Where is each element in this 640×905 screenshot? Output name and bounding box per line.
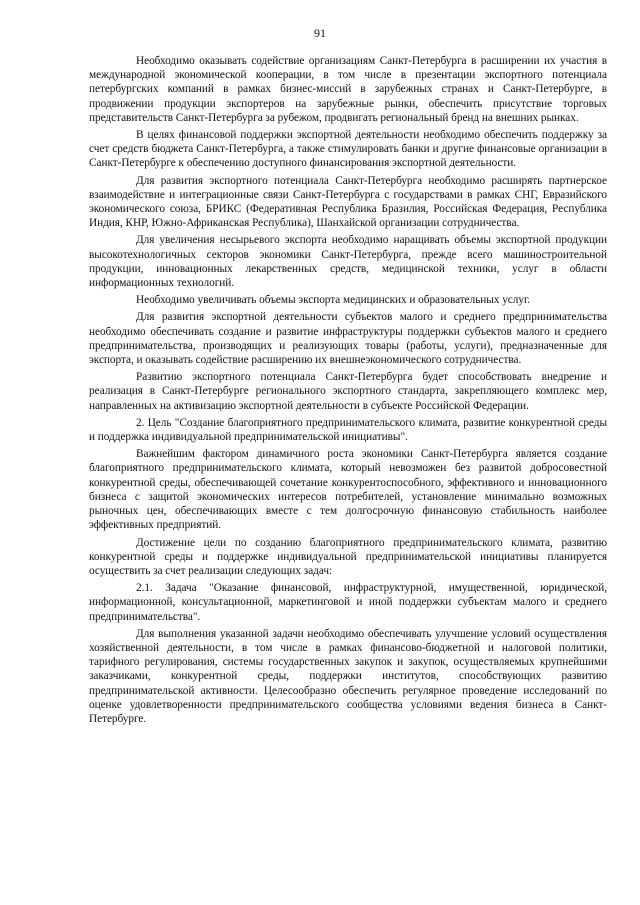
paragraph-export-cooperation: Необходимо оказывать содействие организациям Санкт-Петербурга в расширении их участия в международной экономической кооперации, в том числе в презентации экспортного потенциала петербургских компаний в рамках бизнес-миссий в зарубежных странах и Санкт-Петербурге, в продвижении продукции экспортеров на зарубежные рынки, обеспечить присутствие торговых представительств Санкт-Петербурга за рубежом, продвигать региональный бренд на внешних рынках. <box>89 55 607 124</box>
paragraph-medical-education-export: Необходимо увеличивать объемы экспорта медицинских и образовательных услуг. <box>136 294 531 307</box>
paragraph-task-implementation: Для выполнения указанной задачи необходимо обеспечивать улучшение условий осуществления хозяйственной деятельности, в том числе в рамках финансово-бюджетной и налоговой политики, тарифного регулирования, системы государственных закупок и закупок, осуществляемых крупнейшими заказчиками, конкурентной среды, поддержки институтов, способствующих развитию предпринимательской активности. Целесообразно обеспечить регулярное проведение исследований по оценке удовлетворенности предпринимательского сообщества условиями ведения бизнеса в Санкт-Петербурге. <box>89 627 607 725</box>
paragraph-sme-export: Для развития экспортной деятельности субъектов малого и среднего предпринимательства необходимо обеспечивать создание и развитие инфраструктуры поддержки субъектов малого и среднего предпринимательства, производящих и реализующих товары (работы, услуги), предназначенные для экспорта, и оказывать содействие расширению их внешнеэкономического сотрудничества. <box>89 311 607 367</box>
paragraph-nonresource-export: Для увеличения несырьевого экспорта необходимо наращивать объемы экспортной продукции высокотехнологичных секторов экономики Санкт-Петербурга, прежде всего машиностроительной продукции, инновационных лекарственных средств, медицинской техники, услуг в области информационных технологий. <box>89 234 607 290</box>
paragraph-goal-achievement: Достижение цели по созданию благоприятного предпринимательского климата, развитию конкурентной среды и поддержке индивидуальной предпринимательской инициативы планируется осуществить за счет реализации следующих задач: <box>89 536 607 577</box>
page-number: 91 <box>314 26 326 40</box>
paragraph-goal-2: 2. Цель "Создание благоприятного предпринимательского климата, развитие конкурентной среды и поддержка индивидуальной предпринимательской инициативы". <box>89 416 607 444</box>
paragraph-partnership: Для развития экспортного потенциала Санкт-Петербурга необходимо расширять партнерское взаимодействие и интеграционные связи Санкт-Петербурга с государствами в рамках СНГ, Евразийского экономического союза, БРИКС (Федеративная Республика Бразилия, Российская Федерация, Республика Индия, КНР, Южно-Африканская Республика), Шанхайской организации сотрудничества. <box>89 174 607 230</box>
paragraph-export-financing: В целях финансовой поддержки экспортной деятельности необходимо обеспечить поддержку за счет средств бюджета Санкт-Петербурга, а также стимулировать банки и другие финансовые организации в Санкт-Петербурге к обеспечению доступного финансирования экспортной деятельности. <box>89 129 607 170</box>
document-body <box>89 54 607 729</box>
paragraph-business-climate: Важнейшим фактором динамичного роста экономики Санкт-Петербурга является создание благоприятного предпринимательского климата, который невозможен без развитой добросовестной конкурентной среды, обеспечивающей сочетание конкурентоспособного, эффективного и инновационного бизнеса с защитой экономических интересов потребителей, установление минимально возможных рыночных цен, обеспечивающих вместе с тем долгосрочную финансовую стабильность наиболее эффективных предприятий. <box>89 448 607 532</box>
paragraph-task-2-1: 2.1. Задача "Оказание финансовой, инфраструктурной, имущественной, юридической, информационной, консультационной, маркетинговой и иной поддержки субъектам малого и среднего предпринимательства". <box>89 582 607 623</box>
paragraph-export-standard: Развитию экспортного потенциала Санкт-Петербурга будет способствовать внедрение и реализация в Санкт-Петербурге регионального экспортного стандарта, закрепляющего комплекс мер, направленных на активизацию экспортной деятельности в субъекте Российской Федерации. <box>89 371 607 412</box>
